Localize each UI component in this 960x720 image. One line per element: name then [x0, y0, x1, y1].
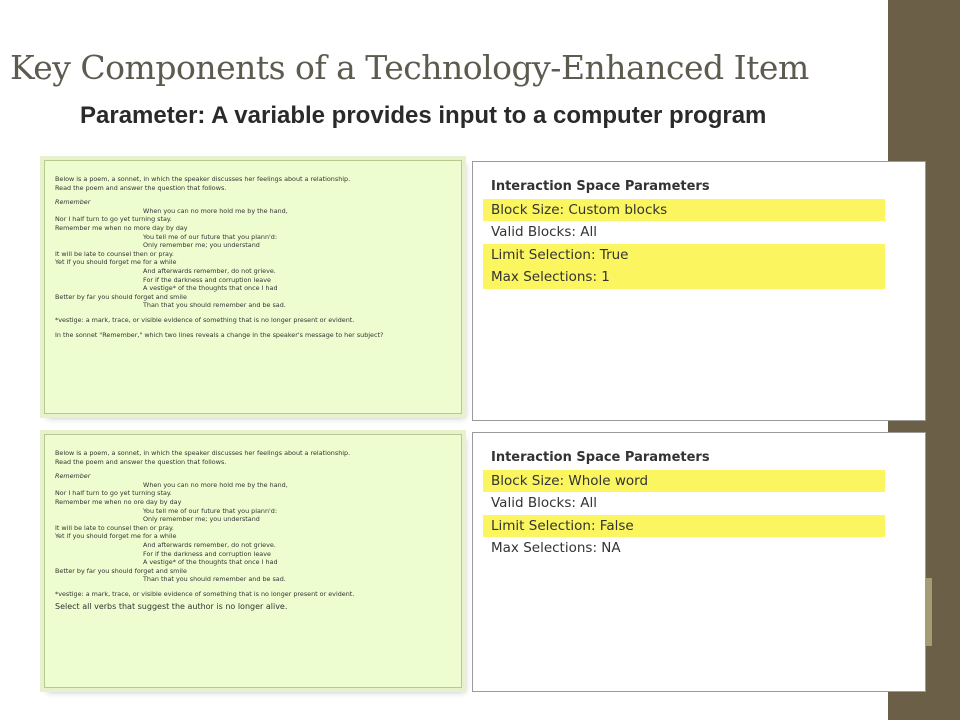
- poem-line[interactable]: Yet if you should forget me for a while: [55, 258, 177, 267]
- poem-line[interactable]: It will be late to counsel then or pray.: [55, 249, 174, 258]
- parameters-heading: Interaction Space Parameters: [491, 179, 710, 194]
- param-limit-selection: Limit Selection: True: [483, 244, 885, 267]
- poem-line[interactable]: Only remember me; you understand: [143, 515, 260, 524]
- poem-line[interactable]: A vestige* of the thoughts that once I had: [143, 558, 278, 567]
- poem-line[interactable]: And afterwards remember, do not grieve.: [143, 266, 276, 275]
- poem-line[interactable]: A vestige* of the thoughts that once I had: [143, 284, 278, 293]
- poem-panel-top[interactable]: [44, 160, 462, 414]
- poem-line[interactable]: Remember me when no more day by day: [55, 223, 188, 232]
- parameters-panel-top: [472, 161, 926, 421]
- poem-intro: Below is a poem, a sonnet, in which the speaker discusses her feelings about a relationship.: [55, 175, 351, 183]
- poem-line[interactable]: Nor I half turn to go yet turning stay.: [55, 215, 172, 224]
- poem-footnote: *vestige: a mark, trace, or visible evidence of something that is no longer present or evident.: [55, 589, 355, 598]
- poem-line[interactable]: Than that you should remember and be sad.: [143, 301, 286, 310]
- param-limit-selection: Limit Selection: False: [483, 515, 885, 538]
- poem-line[interactable]: You tell me of our future that you plann'd:: [143, 506, 277, 515]
- slide-title: Key Components of a Technology-Enhanced Item: [10, 48, 809, 87]
- poem-intro: Below is a poem, a sonnet, in which the speaker discusses her feelings about a relationship.: [55, 449, 351, 457]
- poem-line[interactable]: You tell me of our future that you plann'd:: [143, 232, 277, 241]
- poem-line[interactable]: When you can no more hold me by the hand,: [143, 480, 288, 489]
- sidebar-accent-stripe: [932, 578, 960, 720]
- poem-line[interactable]: For if the darkness and corruption leave: [143, 275, 271, 284]
- parameters-heading: Interaction Space Parameters: [491, 450, 710, 465]
- poem-line[interactable]: Remember me when no ore day by day: [55, 497, 182, 506]
- poem-line[interactable]: Only remember me; you understand: [143, 241, 260, 250]
- slide-subtitle: Parameter: A variable provides input to a computer program: [80, 102, 767, 129]
- poem-panel-bottom[interactable]: [44, 434, 462, 688]
- param-block-size: Block Size: Custom blocks: [483, 199, 885, 222]
- question-prompt: In the sonnet "Remember," which two lines reveals a change in the speaker's message to her subject?: [55, 330, 384, 339]
- poem-footnote: *vestige: a mark, trace, or visible evidence of something that is no longer present or evident.: [55, 315, 355, 324]
- param-block-size: Block Size: Whole word: [483, 470, 885, 493]
- poem-line[interactable]: It will be late to counsel then or pray.: [55, 523, 174, 532]
- poem-title: Remember: [55, 472, 91, 481]
- poem-line[interactable]: Nor I half turn to go yet turning stay.: [55, 489, 172, 498]
- poem-line[interactable]: And afterwards remember, do not grieve.: [143, 540, 276, 549]
- poem-line[interactable]: Better by far you should forget and smile: [55, 566, 187, 575]
- param-valid-blocks: Valid Blocks: All: [491, 224, 597, 240]
- param-valid-blocks: Valid Blocks: All: [491, 495, 597, 511]
- poem-line[interactable]: When you can no more hold me by the hand,: [143, 206, 288, 215]
- poem-instructions: Read the poem and answer the question that follows.: [55, 183, 227, 192]
- poem-instructions: Read the poem and answer the question that follows.: [55, 457, 227, 466]
- poem-line[interactable]: Yet if you should forget me for a while: [55, 532, 177, 541]
- poem-line[interactable]: Than that you should remember and be sad.: [143, 575, 286, 584]
- parameters-panel-bottom: [472, 432, 926, 692]
- poem-line[interactable]: For if the darkness and corruption leave: [143, 549, 271, 558]
- question-prompt: Select all verbs that suggest the author is no longer alive.: [55, 601, 288, 611]
- poem-line[interactable]: Better by far you should forget and smile: [55, 292, 187, 301]
- param-max-selections: Max Selections: NA: [491, 540, 621, 556]
- param-max-selections: Max Selections: 1: [483, 266, 885, 289]
- poem-title: Remember: [55, 198, 91, 207]
